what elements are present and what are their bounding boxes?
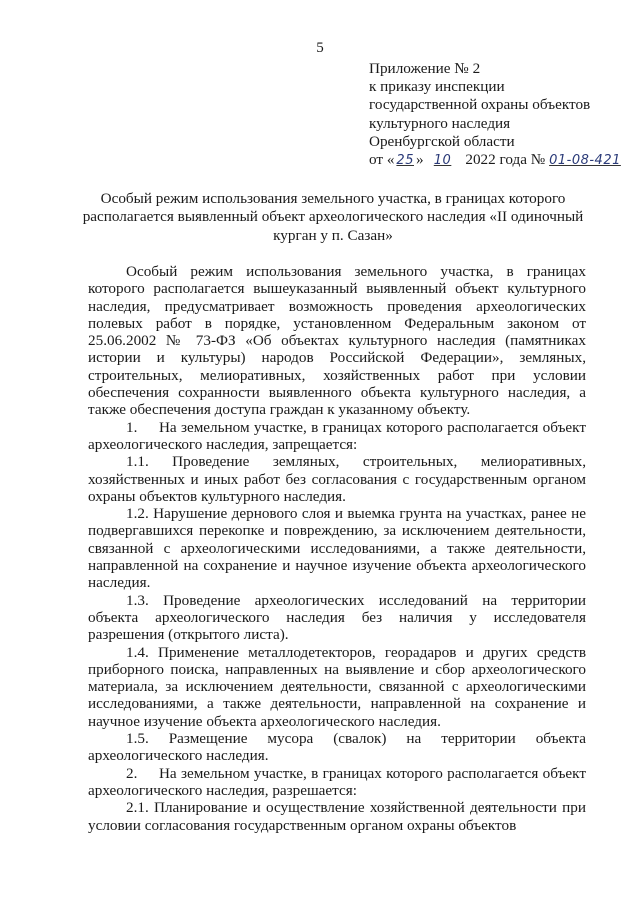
paragraph-1-4: 1.4. Применение металлодетекторов, георадаров и других средств приборного поиска, направленных на выявление и сбор археологического материала, за исключением деятельности, связанной с археологическими исследованиями, а также деятельности, направленной на сохранение и научное изучение объекта археологического наследия. [88, 643, 586, 730]
handwritten-month: 10 [433, 153, 452, 169]
paragraph-2-1: 2.1. Планирование и осуществление хозяйственной деятельности при условии согласования государственным органом охраны объектов [88, 799, 586, 834]
page-number: 5 [316, 40, 324, 56]
paragraph-1-5: 1.5. Размещение мусора (свалок) на территории объекта археологического наследия. [88, 730, 586, 765]
handwritten-day: 25 [396, 153, 414, 169]
date-mid: » [415, 151, 424, 169]
appendix-line-3: государственной охраны объектов [369, 96, 591, 114]
date-year: 2022 года № [461, 151, 550, 169]
appendix-header [369, 60, 629, 170]
handwritten-order-number: 01-08-421 [549, 153, 621, 169]
paragraph-intro: Особый режим использования земельного участка, в границах которого располагается вышеуказанный выявленный объект культурного наследия, предусматривает возможность проведения археологических полевых работ в порядке, установленном Федеральным законом от 25.06.2002 № 73-ФЗ «Об объектах культурного наследия (памятниках истории и культуры) народов Российской Федерации», земляных, строительных, мелиоративных, хозяйственных работ при условии обеспечения сохранности выявленного объекта культурного наследия, а также обеспечения доступа граждан к указанному объекту. [88, 263, 586, 419]
paragraph-1-3: 1.3. Проведение археологических исследований на территории объекта археологического наследия без наличия у исследователя разрешения (открытого листа). [88, 591, 586, 644]
appendix-line-4: культурного наследия [369, 114, 511, 132]
paragraph-1: 1. На земельном участке, в границах которого располагается объект археологического наследия, запрещается: [88, 418, 586, 453]
document-body [88, 263, 586, 834]
document-title: Особый режим использования земельного участка, в границах которого располагается выявленный объект археологического наследия «II одиночный курган у п. Сазан» [82, 190, 584, 244]
date-prefix: от « [369, 151, 395, 169]
appendix-date-line [369, 151, 629, 170]
appendix-line-2: к приказу инспекции [369, 78, 505, 96]
paragraph-2: 2. На земельном участке, в границах которого располагается объект археологического наследия, разрешается: [88, 764, 586, 799]
paragraph-1-1: 1.1. Проведение земляных, строительных, мелиоративных, хозяйственных и иных работ без согласования с государственным органом охраны объектов культурного наследия. [88, 453, 586, 505]
paragraph-1-2: 1.2. Нарушение дернового слоя и выемка грунта на участках, ранее не подвергавшихся перекопке и повреждению, за исключением деятельности, связанной с археологическими исследованиями, а также деятельности, направленной на сохранение и научное изучение объекта археологического наследия. [88, 505, 586, 592]
appendix-line-5: Оренбургской области [369, 132, 515, 150]
appendix-line-1: Приложение № 2 [369, 60, 481, 77]
